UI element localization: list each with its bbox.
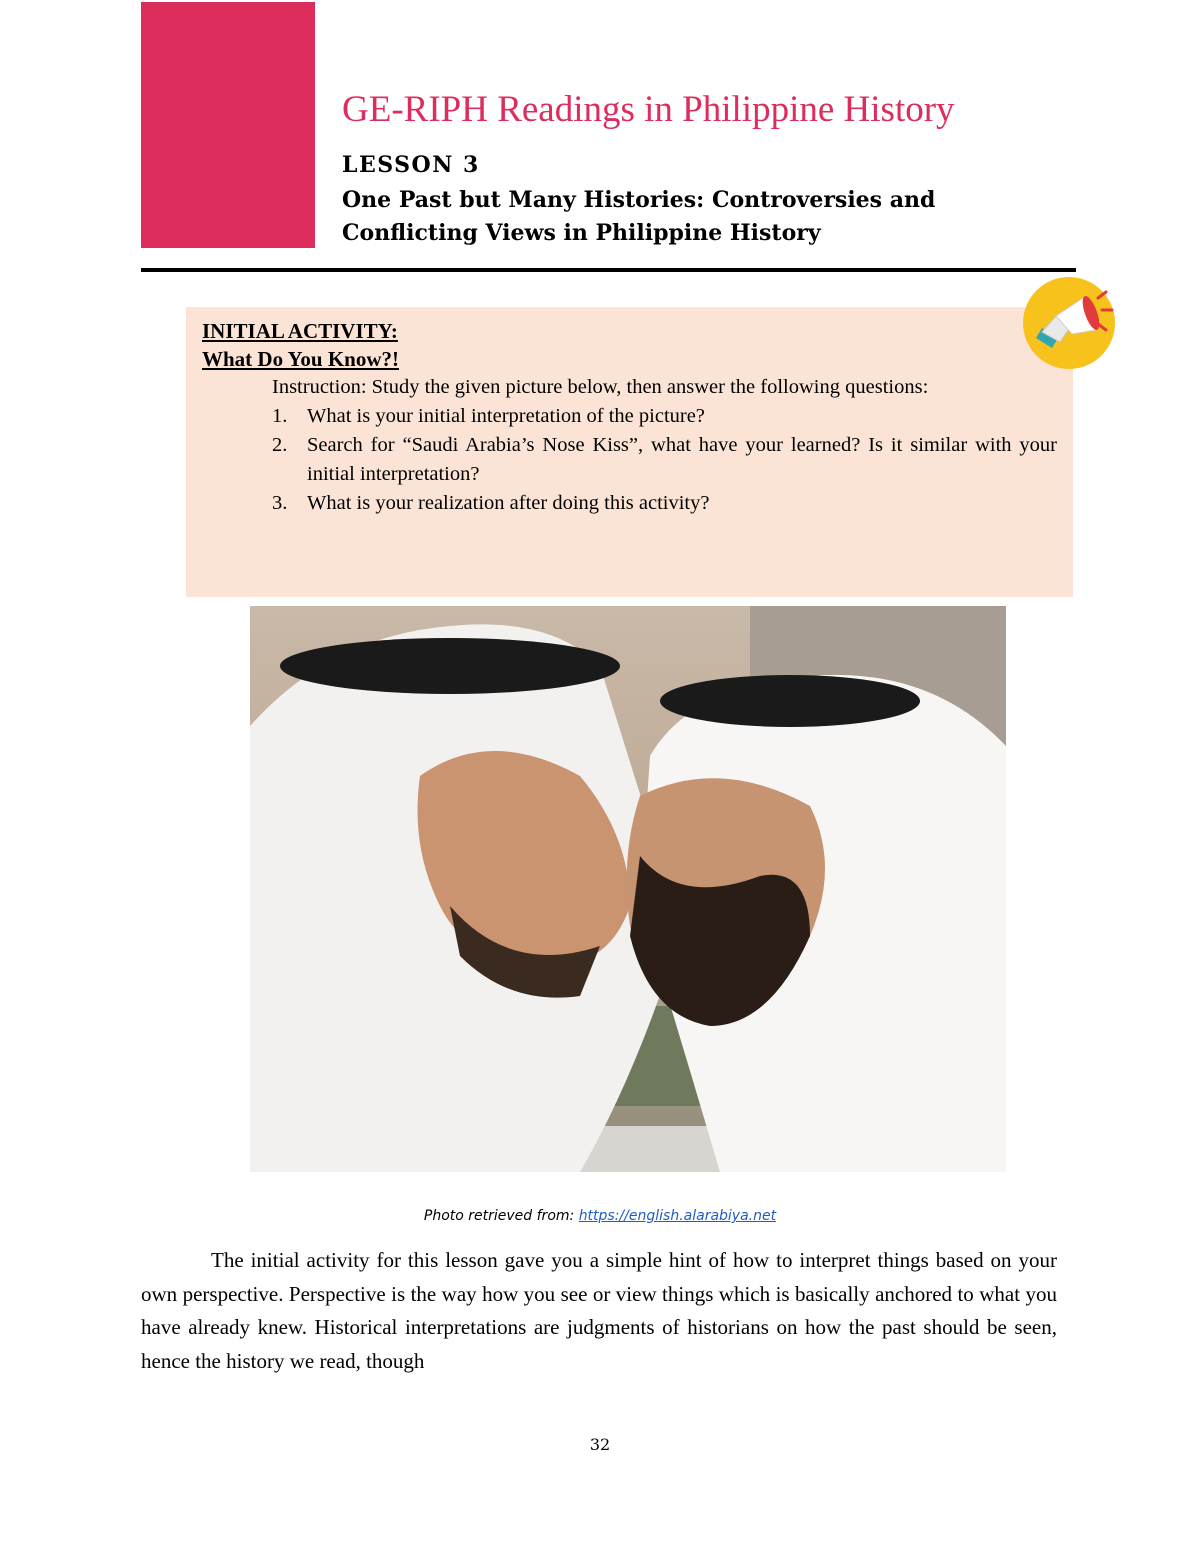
question-text: What is your initial interpretation of the picture? [307,405,705,427]
question-text: Search for “Saudi Arabia’s Nose Kiss”, what have your learned? Is it similar with your initial interpretation? [307,434,1057,485]
question-number: 1. [272,405,288,427]
initial-activity-box [186,307,1073,597]
question-number: 2. [272,434,288,456]
activity-subheading: What Do You Know?! [202,347,399,371]
photo-caption [0,1208,1200,1224]
lesson-number: LESSON 3 [342,152,480,178]
caption-prefix: Photo retrieved from: [423,1208,579,1224]
activity-instruction: Instruction: Study the given picture below, then answer the following questions: [272,376,929,398]
question-item [272,431,1057,489]
body-paragraph: The initial activity for this lesson gave you a simple hint of how to interpret things based on your own perspective. Perspective is the way how you see or view things which is basically anchored to what you have already knew. Historical interpretations are judgments of historians on how the past should be seen, hence the history we read, though [141,1248,1057,1373]
activity-heading: INITIAL ACTIVITY: [202,319,398,343]
question-item [272,489,1057,518]
megaphone-icon [1022,276,1116,370]
header-divider [141,268,1076,272]
question-text: What is your realization after doing this activity? [307,492,710,514]
source-link[interactable]: https://english.alarabiya.net [578,1208,777,1224]
header-accent-block [141,2,315,248]
page-number: 32 [589,1435,611,1454]
question-item [272,402,1057,431]
course-title: GE-RIPH Readings in Philippine History [342,89,955,130]
question-number: 3. [272,492,288,514]
question-list [202,402,1057,518]
nose-kiss-photo [250,606,1006,1172]
lesson-title: One Past but Many Histories: Controversies and Conflicting Views in Philippine History [342,187,936,246]
